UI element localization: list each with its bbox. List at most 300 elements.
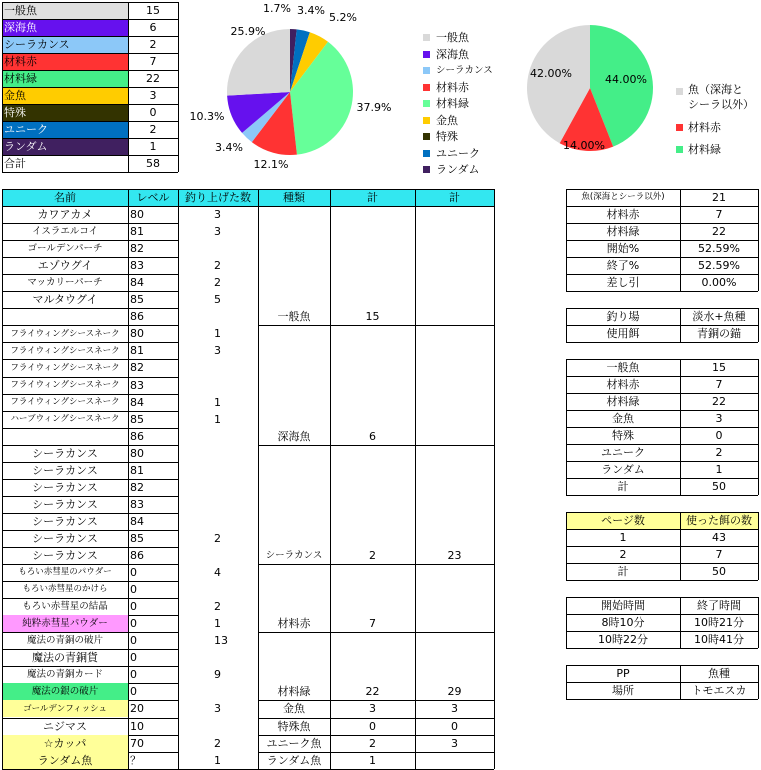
side-label[interactable]: 材料赤 (606, 208, 640, 221)
level-cell[interactable]: 84 (130, 276, 144, 290)
count-cell[interactable] (178, 428, 258, 445)
level-cell[interactable]: 0 (130, 583, 137, 597)
side-value[interactable]: 52.59% (698, 242, 740, 255)
side-label[interactable]: 特殊 (612, 429, 634, 442)
count-cell[interactable] (178, 649, 258, 666)
side-value[interactable]: 22 (712, 225, 726, 238)
column-header[interactable]: 種類 (258, 189, 330, 206)
level-cell[interactable]: 85 (130, 412, 144, 426)
level-cell[interactable]: 0 (130, 634, 137, 648)
type-cell[interactable] (258, 377, 330, 394)
fish-name[interactable]: フライウィングシースネーク (10, 379, 120, 390)
total-cell[interactable] (415, 359, 494, 376)
side-label[interactable]: 材料緑 (606, 395, 640, 408)
count-cell[interactable] (178, 445, 258, 462)
fish-name[interactable]: 魔法の青銅の破片 (26, 635, 103, 647)
side-label[interactable]: 金魚 (612, 412, 634, 425)
side-value[interactable]: 1 (715, 463, 723, 476)
total-cell[interactable]: 3 (451, 736, 458, 750)
level-cell[interactable]: 0 (130, 651, 137, 665)
total-cell[interactable] (415, 479, 494, 496)
total-cell[interactable] (415, 752, 494, 769)
sum-cell[interactable]: 15 (365, 310, 380, 324)
fish-name[interactable]: ゴールデンパーチ (27, 242, 103, 254)
side-label[interactable]: 材料赤 (606, 378, 640, 391)
grid-line (566, 614, 758, 615)
total-cell[interactable] (415, 325, 494, 342)
fish-name[interactable]: ランダム魚 (2, 752, 128, 769)
side-value[interactable]: 7 (715, 208, 723, 221)
count-cell[interactable] (178, 496, 258, 513)
side-value[interactable]: 52.59% (698, 259, 740, 272)
grid-line (680, 359, 681, 495)
side-value[interactable]: 2 (715, 446, 723, 459)
summary-value[interactable]: 3 (149, 89, 157, 102)
level-cell[interactable]: 81 (130, 225, 144, 239)
total-cell[interactable] (415, 496, 494, 513)
sum-cell[interactable] (330, 342, 415, 359)
summary-value[interactable]: 58 (146, 157, 160, 170)
count-cell[interactable]: 9 (214, 668, 221, 682)
count-cell[interactable] (178, 359, 258, 376)
type-cell[interactable] (258, 496, 330, 513)
side-value[interactable]: 50 (712, 480, 726, 493)
grid-line (566, 512, 758, 513)
fish-name[interactable]: シーラカンス (32, 514, 98, 528)
level-cell[interactable]: 70 (130, 736, 144, 750)
count-cell[interactable]: 3 (214, 208, 221, 222)
sum-cell[interactable] (330, 257, 415, 274)
column-header[interactable]: 計 (330, 189, 415, 206)
type-cell[interactable] (258, 598, 330, 615)
side-label[interactable]: 使用餌 (606, 327, 640, 340)
grid-line (415, 189, 416, 769)
total-cell[interactable] (415, 581, 494, 598)
sum-cell[interactable] (330, 564, 415, 581)
side-label[interactable]: ユニーク (601, 446, 645, 459)
slice-label: 3.4% (297, 4, 325, 17)
summary-value[interactable]: 15 (146, 4, 160, 17)
sum-cell[interactable]: 2 (369, 549, 376, 563)
fish-name[interactable]: エゾウグイ (37, 259, 93, 273)
sum-cell[interactable]: 3 (369, 702, 376, 716)
total-cell[interactable] (415, 342, 494, 359)
total-cell[interactable] (415, 564, 494, 581)
side-value[interactable]: 計 (617, 565, 629, 578)
total-cell[interactable] (415, 530, 494, 547)
sum-cell[interactable] (330, 291, 415, 308)
grid-line (566, 223, 758, 224)
level-cell[interactable]: 80 (130, 208, 144, 222)
side-value[interactable]: 50 (712, 565, 726, 578)
sum-cell[interactable] (330, 359, 415, 376)
side-label[interactable]: 場所 (612, 684, 634, 697)
count-cell[interactable]: 3 (214, 702, 221, 716)
summary-value[interactable]: 1 (149, 140, 157, 153)
sum-cell[interactable] (330, 274, 415, 291)
level-cell[interactable]: 0 (130, 617, 137, 631)
summary-label[interactable]: 特殊 (2, 104, 128, 121)
sum-cell[interactable] (330, 240, 415, 257)
type-cell[interactable]: 材料赤 (277, 617, 311, 631)
count-cell[interactable] (178, 462, 258, 479)
total-cell[interactable]: 29 (447, 685, 462, 699)
total-cell[interactable] (415, 598, 494, 615)
total-cell[interactable] (415, 240, 494, 257)
side-value[interactable]: 3 (715, 412, 723, 425)
total-cell[interactable] (415, 428, 494, 445)
sum-cell[interactable] (330, 479, 415, 496)
type-cell[interactable] (258, 257, 330, 274)
side-value[interactable]: 8時10分 (601, 616, 645, 629)
slice-label: 1.7% (263, 2, 291, 15)
side-value[interactable]: 青銅の錨 (697, 327, 741, 340)
summary-label[interactable]: ユニーク (2, 121, 128, 138)
sum-cell[interactable] (330, 598, 415, 615)
level-cell[interactable]: 86 (130, 310, 144, 324)
sum-cell[interactable] (330, 649, 415, 666)
type-cell[interactable] (258, 581, 330, 598)
total-cell[interactable] (415, 394, 494, 411)
level-cell[interactable]: 80 (130, 446, 144, 460)
legend-swatch (423, 150, 430, 157)
type-cell[interactable]: 特殊魚 (277, 719, 311, 733)
count-cell[interactable]: 2 (214, 259, 221, 273)
level-cell[interactable]: 81 (130, 463, 144, 477)
fish-name[interactable]: もろい赤彗星のパウダー (18, 567, 112, 578)
sum-cell[interactable] (330, 394, 415, 411)
fish-name[interactable]: シーラカンス (32, 531, 98, 545)
grid-line (566, 495, 758, 496)
type-cell[interactable]: ユニーク魚 (266, 736, 322, 750)
sum-cell[interactable]: 0 (369, 719, 376, 733)
legend-swatch (423, 84, 430, 91)
total-cell[interactable] (415, 666, 494, 683)
count-cell[interactable]: 2 (214, 276, 221, 290)
side-label[interactable]: 終了% (606, 259, 640, 272)
column-header[interactable]: 計 (415, 189, 494, 206)
slice-label: 12.1% (253, 158, 289, 171)
type-cell[interactable] (258, 530, 330, 547)
fish-name[interactable]: カワアカメ (37, 208, 93, 222)
type-cell[interactable]: 深海魚 (277, 429, 311, 443)
count-cell[interactable] (178, 718, 258, 735)
count-cell[interactable]: 3 (214, 344, 221, 358)
fish-name[interactable]: フライウィングシースネーク (10, 345, 120, 356)
type-cell[interactable] (258, 632, 330, 649)
sum-cell[interactable] (330, 666, 415, 683)
side-header[interactable]: ページ数 (566, 512, 680, 529)
count-cell[interactable] (178, 308, 258, 325)
sum-cell[interactable]: 1 (369, 753, 376, 767)
total-cell[interactable] (415, 206, 494, 223)
fish-name[interactable]: ニジマス (43, 719, 87, 733)
side-header[interactable]: 開始時間 (601, 599, 645, 612)
type-cell[interactable] (258, 223, 330, 240)
total-cell[interactable] (415, 649, 494, 666)
fish-name[interactable]: シーラカンス (32, 446, 98, 460)
level-cell[interactable]: 85 (130, 293, 144, 307)
total-cell[interactable] (415, 445, 494, 462)
side-value[interactable]: 10時22分 (598, 633, 648, 646)
fish-name[interactable] (2, 308, 128, 325)
type-cell[interactable] (258, 479, 330, 496)
side-label[interactable]: 開始% (606, 242, 640, 255)
type-cell[interactable] (258, 564, 330, 581)
side-value[interactable]: 15 (712, 361, 726, 374)
fish-name[interactable]: フライウィングシースネーク (10, 362, 120, 373)
type-cell[interactable] (258, 274, 330, 291)
side-header[interactable]: 使った餌の数 (680, 512, 758, 529)
summary-value[interactable]: 2 (149, 38, 157, 51)
fish-name[interactable]: ☆カッパ (2, 735, 128, 752)
column-header[interactable]: 釣り上げた数 (178, 189, 258, 206)
fish-name[interactable]: 純粋赤彗星パウダー (2, 615, 128, 632)
total-cell[interactable] (415, 257, 494, 274)
count-cell[interactable]: 1 (214, 753, 221, 767)
type-cell[interactable] (258, 649, 330, 666)
count-cell[interactable]: 3 (214, 225, 221, 239)
fish-name[interactable]: イスラエルコイ (31, 225, 99, 237)
fish-name[interactable]: もろい赤彗星のかけら (22, 584, 108, 595)
total-cell[interactable] (415, 223, 494, 240)
sum-cell[interactable] (330, 206, 415, 223)
fish-name[interactable]: フライウィングシースネーク (10, 396, 120, 407)
side-value[interactable]: 10時21分 (694, 616, 744, 629)
legend-label: シーラ以外） (688, 98, 754, 111)
grid-line (566, 308, 567, 342)
level-cell[interactable]: 20 (130, 702, 144, 716)
fish-name[interactable]: シーラカンス (32, 549, 98, 563)
level-cell[interactable]: 0 (130, 600, 137, 614)
side-value[interactable]: トモエスカ (691, 684, 747, 697)
sum-cell[interactable] (330, 377, 415, 394)
count-cell[interactable]: 2 (214, 736, 221, 750)
summary-value[interactable]: 22 (146, 72, 160, 85)
type-cell[interactable] (258, 291, 330, 308)
level-cell[interactable]: 86 (130, 429, 144, 443)
side-label[interactable]: 計 (617, 480, 629, 493)
count-cell[interactable] (178, 240, 258, 257)
fish-name[interactable]: マルタウグイ (32, 293, 98, 307)
sum-cell[interactable] (330, 581, 415, 598)
side-value[interactable]: 淡水+魚種 (692, 310, 746, 323)
summary-label[interactable]: 金魚 (2, 87, 128, 104)
sum-cell[interactable]: 22 (365, 685, 380, 699)
count-cell[interactable] (178, 683, 258, 700)
type-cell[interactable] (258, 325, 330, 342)
level-cell[interactable]: 81 (130, 344, 144, 358)
total-cell[interactable] (415, 632, 494, 649)
pie-chart-2 (0, 0, 761, 190)
total-cell[interactable] (415, 308, 494, 325)
grid-line (680, 189, 681, 291)
grid-line (566, 274, 758, 275)
side-value[interactable]: 22 (712, 395, 726, 408)
column-header[interactable]: レベル (128, 189, 178, 206)
type-cell[interactable]: ランダム魚 (266, 753, 322, 767)
type-cell[interactable] (258, 394, 330, 411)
level-cell[interactable]: 0 (130, 685, 137, 699)
sum-cell[interactable]: 2 (369, 736, 376, 750)
summary-value[interactable]: 6 (149, 21, 157, 34)
total-cell[interactable] (415, 513, 494, 530)
summary-label[interactable]: 一般魚 (2, 2, 128, 19)
total-cell[interactable] (415, 462, 494, 479)
level-cell[interactable]: 0 (130, 668, 137, 682)
count-cell[interactable]: 1 (214, 327, 221, 341)
level-cell[interactable]: 83 (130, 259, 144, 273)
grid-line (566, 410, 758, 411)
level-cell[interactable]: 86 (130, 549, 144, 563)
count-cell[interactable]: 1 (214, 412, 221, 426)
count-cell[interactable]: 2 (214, 531, 221, 545)
sum-cell[interactable] (330, 445, 415, 462)
grid-line (566, 597, 567, 648)
total-cell[interactable]: 23 (447, 549, 462, 563)
type-cell[interactable]: 金魚 (283, 702, 305, 716)
level-cell[interactable]: 84 (130, 514, 144, 528)
grid-line (566, 376, 758, 377)
sum-cell[interactable]: 6 (369, 429, 376, 443)
total-cell[interactable]: 3 (451, 702, 458, 716)
summary-value[interactable]: 7 (149, 55, 157, 68)
fish-name[interactable]: ハーブウィングシースネーク (10, 413, 120, 424)
total-cell[interactable] (415, 291, 494, 308)
sum-cell[interactable] (330, 411, 415, 428)
grid-line (2, 189, 494, 190)
fish-name[interactable] (2, 428, 128, 445)
legend-label: 材料緑 (688, 143, 721, 156)
count-cell[interactable]: 4 (214, 566, 221, 580)
count-cell[interactable] (178, 377, 258, 394)
level-cell[interactable]: ？ (130, 753, 141, 767)
count-cell[interactable]: 1 (214, 395, 221, 409)
sum-cell[interactable] (330, 632, 415, 649)
total-cell[interactable] (415, 615, 494, 632)
fish-name[interactable]: 魔法の青銅カード (26, 669, 103, 681)
sum-cell[interactable]: 7 (369, 617, 376, 631)
side-label[interactable]: ランダム (601, 463, 645, 476)
sum-cell[interactable] (330, 496, 415, 513)
type-cell[interactable] (258, 206, 330, 223)
side-label[interactable]: 材料緑 (606, 225, 640, 238)
summary-value[interactable]: 0 (149, 106, 157, 119)
fish-name[interactable]: シーラカンス (32, 463, 98, 477)
level-cell[interactable]: 80 (130, 327, 144, 341)
level-cell[interactable]: 85 (130, 531, 144, 545)
fish-name[interactable]: 魔法の銀の破片 (2, 683, 128, 700)
type-cell[interactable] (258, 513, 330, 530)
summary-value[interactable]: 2 (149, 123, 157, 136)
legend-swatch (676, 88, 683, 95)
total-cell[interactable] (415, 274, 494, 291)
side-value[interactable]: 21 (712, 191, 726, 204)
grid-line (680, 597, 681, 648)
side-label[interactable]: 一般魚 (606, 361, 640, 374)
count-cell[interactable]: 13 (214, 634, 228, 648)
level-cell[interactable]: 10 (130, 719, 144, 733)
level-cell[interactable]: 0 (130, 566, 137, 580)
count-cell[interactable]: 2 (214, 600, 221, 614)
side-value[interactable]: 2 (619, 548, 627, 561)
type-cell[interactable]: 一般魚 (277, 310, 311, 324)
fish-name[interactable]: マッカリーパーチ (27, 276, 103, 288)
side-label[interactable]: 差し引 (606, 276, 640, 289)
sum-cell[interactable] (330, 223, 415, 240)
grid-line (566, 325, 758, 326)
side-value[interactable]: 0 (715, 429, 723, 442)
level-cell[interactable]: 82 (130, 480, 144, 494)
fish-name[interactable]: シーラカンス (32, 480, 98, 494)
side-value[interactable]: 1 (619, 531, 627, 544)
fish-name[interactable]: もろい赤彗星の結晶 (22, 600, 108, 612)
fish-name[interactable]: フライウィングシースネーク (10, 328, 120, 339)
summary-label[interactable]: 材料赤 (2, 53, 128, 70)
sum-cell[interactable] (330, 513, 415, 530)
side-label[interactable]: PP (616, 667, 630, 680)
type-cell[interactable]: シーラカンス (265, 549, 323, 561)
summary-label[interactable]: ランダム (2, 138, 128, 155)
side-value[interactable]: 7 (715, 378, 723, 391)
count-cell[interactable]: 5 (214, 293, 221, 307)
summary-label[interactable]: 合計 (2, 155, 128, 172)
total-cell[interactable] (415, 377, 494, 394)
summary-label[interactable]: 材料緑 (2, 70, 128, 87)
side-label[interactable]: 魚(深海とシーラ以外) (581, 192, 665, 203)
count-cell[interactable]: 1 (214, 617, 221, 631)
count-cell[interactable] (178, 581, 258, 598)
count-cell[interactable] (178, 479, 258, 496)
sum-cell[interactable] (330, 325, 415, 342)
type-cell[interactable] (258, 411, 330, 428)
level-cell[interactable]: 82 (130, 242, 144, 256)
summary-label[interactable]: シーラカンス (2, 36, 128, 53)
sum-cell[interactable] (330, 530, 415, 547)
column-header[interactable]: 名前 (2, 189, 128, 206)
type-cell[interactable] (258, 342, 330, 359)
level-cell[interactable]: 83 (130, 378, 144, 392)
type-cell[interactable] (258, 359, 330, 376)
side-label[interactable]: 釣り場 (606, 310, 640, 323)
total-cell[interactable]: 0 (451, 719, 458, 733)
fish-name[interactable]: シーラカンス (32, 497, 98, 511)
type-cell[interactable] (258, 445, 330, 462)
grid-line (566, 563, 758, 564)
side-value[interactable]: 43 (712, 531, 726, 544)
level-cell[interactable]: 84 (130, 395, 144, 409)
level-cell[interactable]: 83 (130, 497, 144, 511)
side-value[interactable]: 10時41分 (694, 633, 744, 646)
side-value[interactable]: 0.00% (701, 276, 737, 289)
type-cell[interactable] (258, 240, 330, 257)
type-cell[interactable] (258, 666, 330, 683)
sum-cell[interactable] (330, 462, 415, 479)
fish-name[interactable]: ゴールデンフィッシュ (2, 700, 128, 717)
side-value[interactable]: 魚種 (708, 667, 730, 680)
type-cell[interactable]: 材料緑 (277, 685, 311, 699)
side-header[interactable]: 終了時間 (697, 599, 741, 612)
summary-label[interactable]: 深海魚 (2, 19, 128, 36)
count-cell[interactable] (178, 513, 258, 530)
total-cell[interactable] (415, 411, 494, 428)
fish-name[interactable]: 魔法の青銅貨 (32, 651, 98, 665)
level-cell[interactable]: 82 (130, 361, 144, 375)
type-cell[interactable] (258, 462, 330, 479)
count-cell[interactable] (178, 547, 258, 564)
side-value[interactable]: 7 (715, 548, 723, 561)
legend-swatch (423, 133, 430, 140)
